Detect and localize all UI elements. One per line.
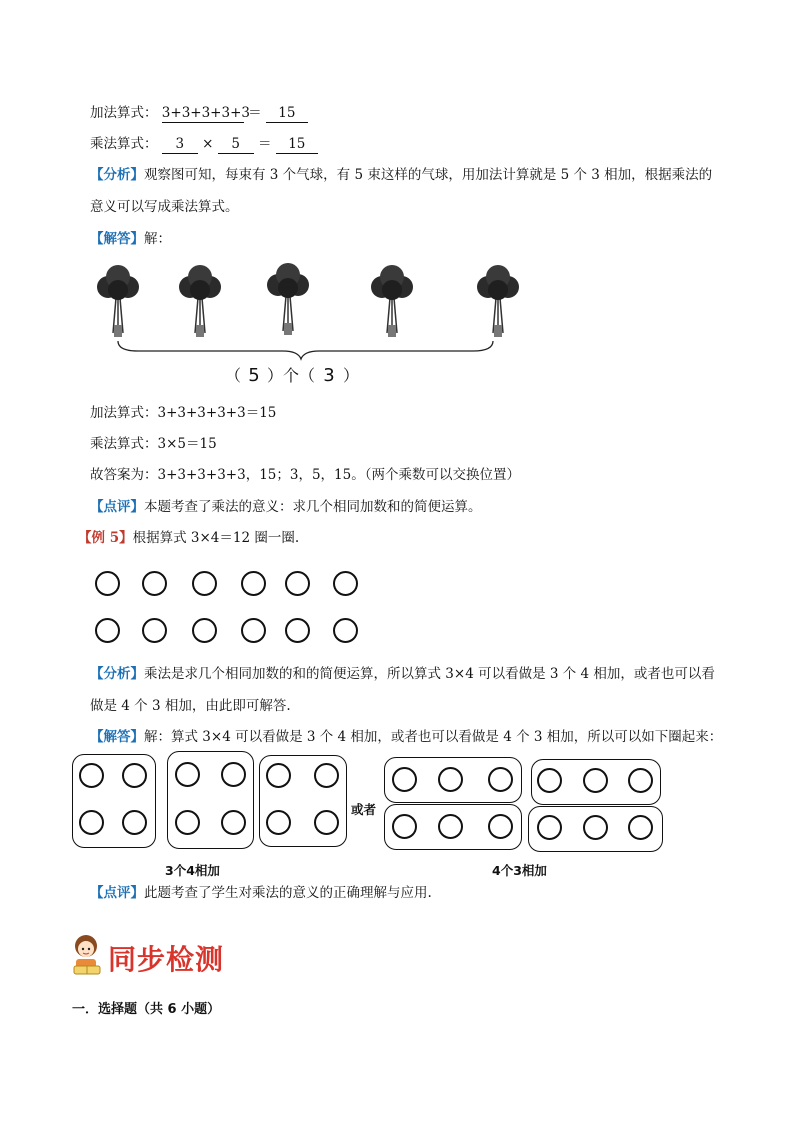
answer-paragraph-2: 【解答】解：算式 3×4 可以看做是 3 个 4 相加，或者也可以看做是 4 个 3 相加，所以可以如下圈起来： xyxy=(90,729,723,745)
circle xyxy=(95,618,120,643)
circle xyxy=(285,571,310,596)
circle xyxy=(175,810,200,835)
answer-addition-line: 加法算式：3+3+3+3+3＝15 xyxy=(90,405,277,421)
circle xyxy=(392,814,417,839)
or-label: 或者 xyxy=(351,802,377,817)
circle xyxy=(285,618,310,643)
multiplier-blank: 5 xyxy=(218,135,254,154)
reading-girl-icon xyxy=(70,932,106,978)
circle xyxy=(192,618,217,643)
example-5-heading: 【例 5】根据算式 3×4＝12 圈一圈. xyxy=(78,530,300,546)
circle xyxy=(122,763,147,788)
right-caption: 4个3相加 xyxy=(492,863,547,878)
analysis-tag: 【分析】 xyxy=(90,666,144,682)
group-size: 3 xyxy=(323,365,335,386)
circle xyxy=(628,815,653,840)
answer-multiplication-line: 乘法算式：3×5＝15 xyxy=(90,436,217,452)
circle xyxy=(537,815,562,840)
circle xyxy=(583,815,608,840)
final-answer-line: 故答案为：3+3+3+3+3，15；3，5，15。（两个乘数可以交换位置） xyxy=(90,467,520,483)
circle xyxy=(488,814,513,839)
circle xyxy=(266,763,291,788)
balloon-caption: （ 5 ）个（ 3 ） xyxy=(225,365,360,386)
balloon-bunch xyxy=(477,265,519,337)
balloon-bunch xyxy=(267,263,309,335)
multiplication-result-blank: 15 xyxy=(276,135,318,154)
circle xyxy=(192,571,217,596)
circle xyxy=(392,767,417,792)
multiplication-expression-line: 乘法算式： 3 × 5 ＝ 15 xyxy=(90,135,318,154)
addition-expression-line: 加法算式： 3+3+3+3+3 ＝ 15 xyxy=(90,104,308,123)
left-caption: 3个4相加 xyxy=(165,863,220,878)
comment-paragraph-2: 【点评】此题考查了学生对乘法的意义的正确理解与应用. xyxy=(90,885,432,901)
circle xyxy=(79,763,104,788)
circle xyxy=(142,618,167,643)
balloon-bunch xyxy=(179,265,221,337)
multiplicand-blank: 3 xyxy=(162,135,198,154)
analysis-tag: 【分析】 xyxy=(90,167,144,183)
circle xyxy=(333,618,358,643)
analysis-paragraph-1-cont: 意义可以写成乘法算式。 xyxy=(90,199,239,215)
circle xyxy=(438,814,463,839)
question-section-heading: 一．选择题（共 6 小题） xyxy=(72,1002,221,1017)
circle xyxy=(266,810,291,835)
circle xyxy=(438,767,463,792)
circle xyxy=(175,762,200,787)
circle xyxy=(241,618,266,643)
answer-tag: 【解答】 xyxy=(90,231,144,247)
answer-heading-1: 【解答】解： xyxy=(90,231,171,247)
group-count: 5 xyxy=(248,365,260,386)
circle xyxy=(241,571,266,596)
circle xyxy=(333,571,358,596)
circle xyxy=(221,762,246,787)
analysis-paragraph-1: 【分析】观察图可知，每束有 3 个气球，有 5 束这样的气球，用加法计算就是 5 个 3 相加，根据乘法的 xyxy=(90,167,713,183)
comment-tag: 【点评】 xyxy=(90,499,144,515)
circle xyxy=(79,810,104,835)
balloon-bunch xyxy=(371,265,413,337)
analysis-paragraph-2: 【分析】乘法是求几个相同加数的和的简便运算，所以算式 3×4 可以看做是 3 个 4 相加，或者也可以看 xyxy=(90,666,715,682)
circle xyxy=(314,810,339,835)
comment-paragraph-1: 【点评】本题考查了乘法的意义：求几个相同加数和的简便运算。 xyxy=(90,499,482,515)
circle xyxy=(122,810,147,835)
addition-expression-blank: 3+3+3+3+3 xyxy=(161,105,250,121)
addition-result-blank: 15 xyxy=(266,104,308,123)
circle xyxy=(142,571,167,596)
answer-tag: 【解答】 xyxy=(90,729,144,745)
circle xyxy=(221,810,246,835)
example-tag: 【例 5】 xyxy=(78,530,133,546)
circle xyxy=(95,571,120,596)
circle xyxy=(314,763,339,788)
circle xyxy=(583,768,608,793)
curly-brace xyxy=(118,341,493,359)
balloon-bunch xyxy=(97,265,139,337)
comment-tag: 【点评】 xyxy=(90,885,144,901)
analysis-paragraph-2-cont: 做是 4 个 3 相加，由此即可解答. xyxy=(90,698,291,714)
circle xyxy=(488,767,513,792)
circle xyxy=(628,768,653,793)
section-title: 同步检测 xyxy=(108,943,225,976)
circle xyxy=(537,768,562,793)
